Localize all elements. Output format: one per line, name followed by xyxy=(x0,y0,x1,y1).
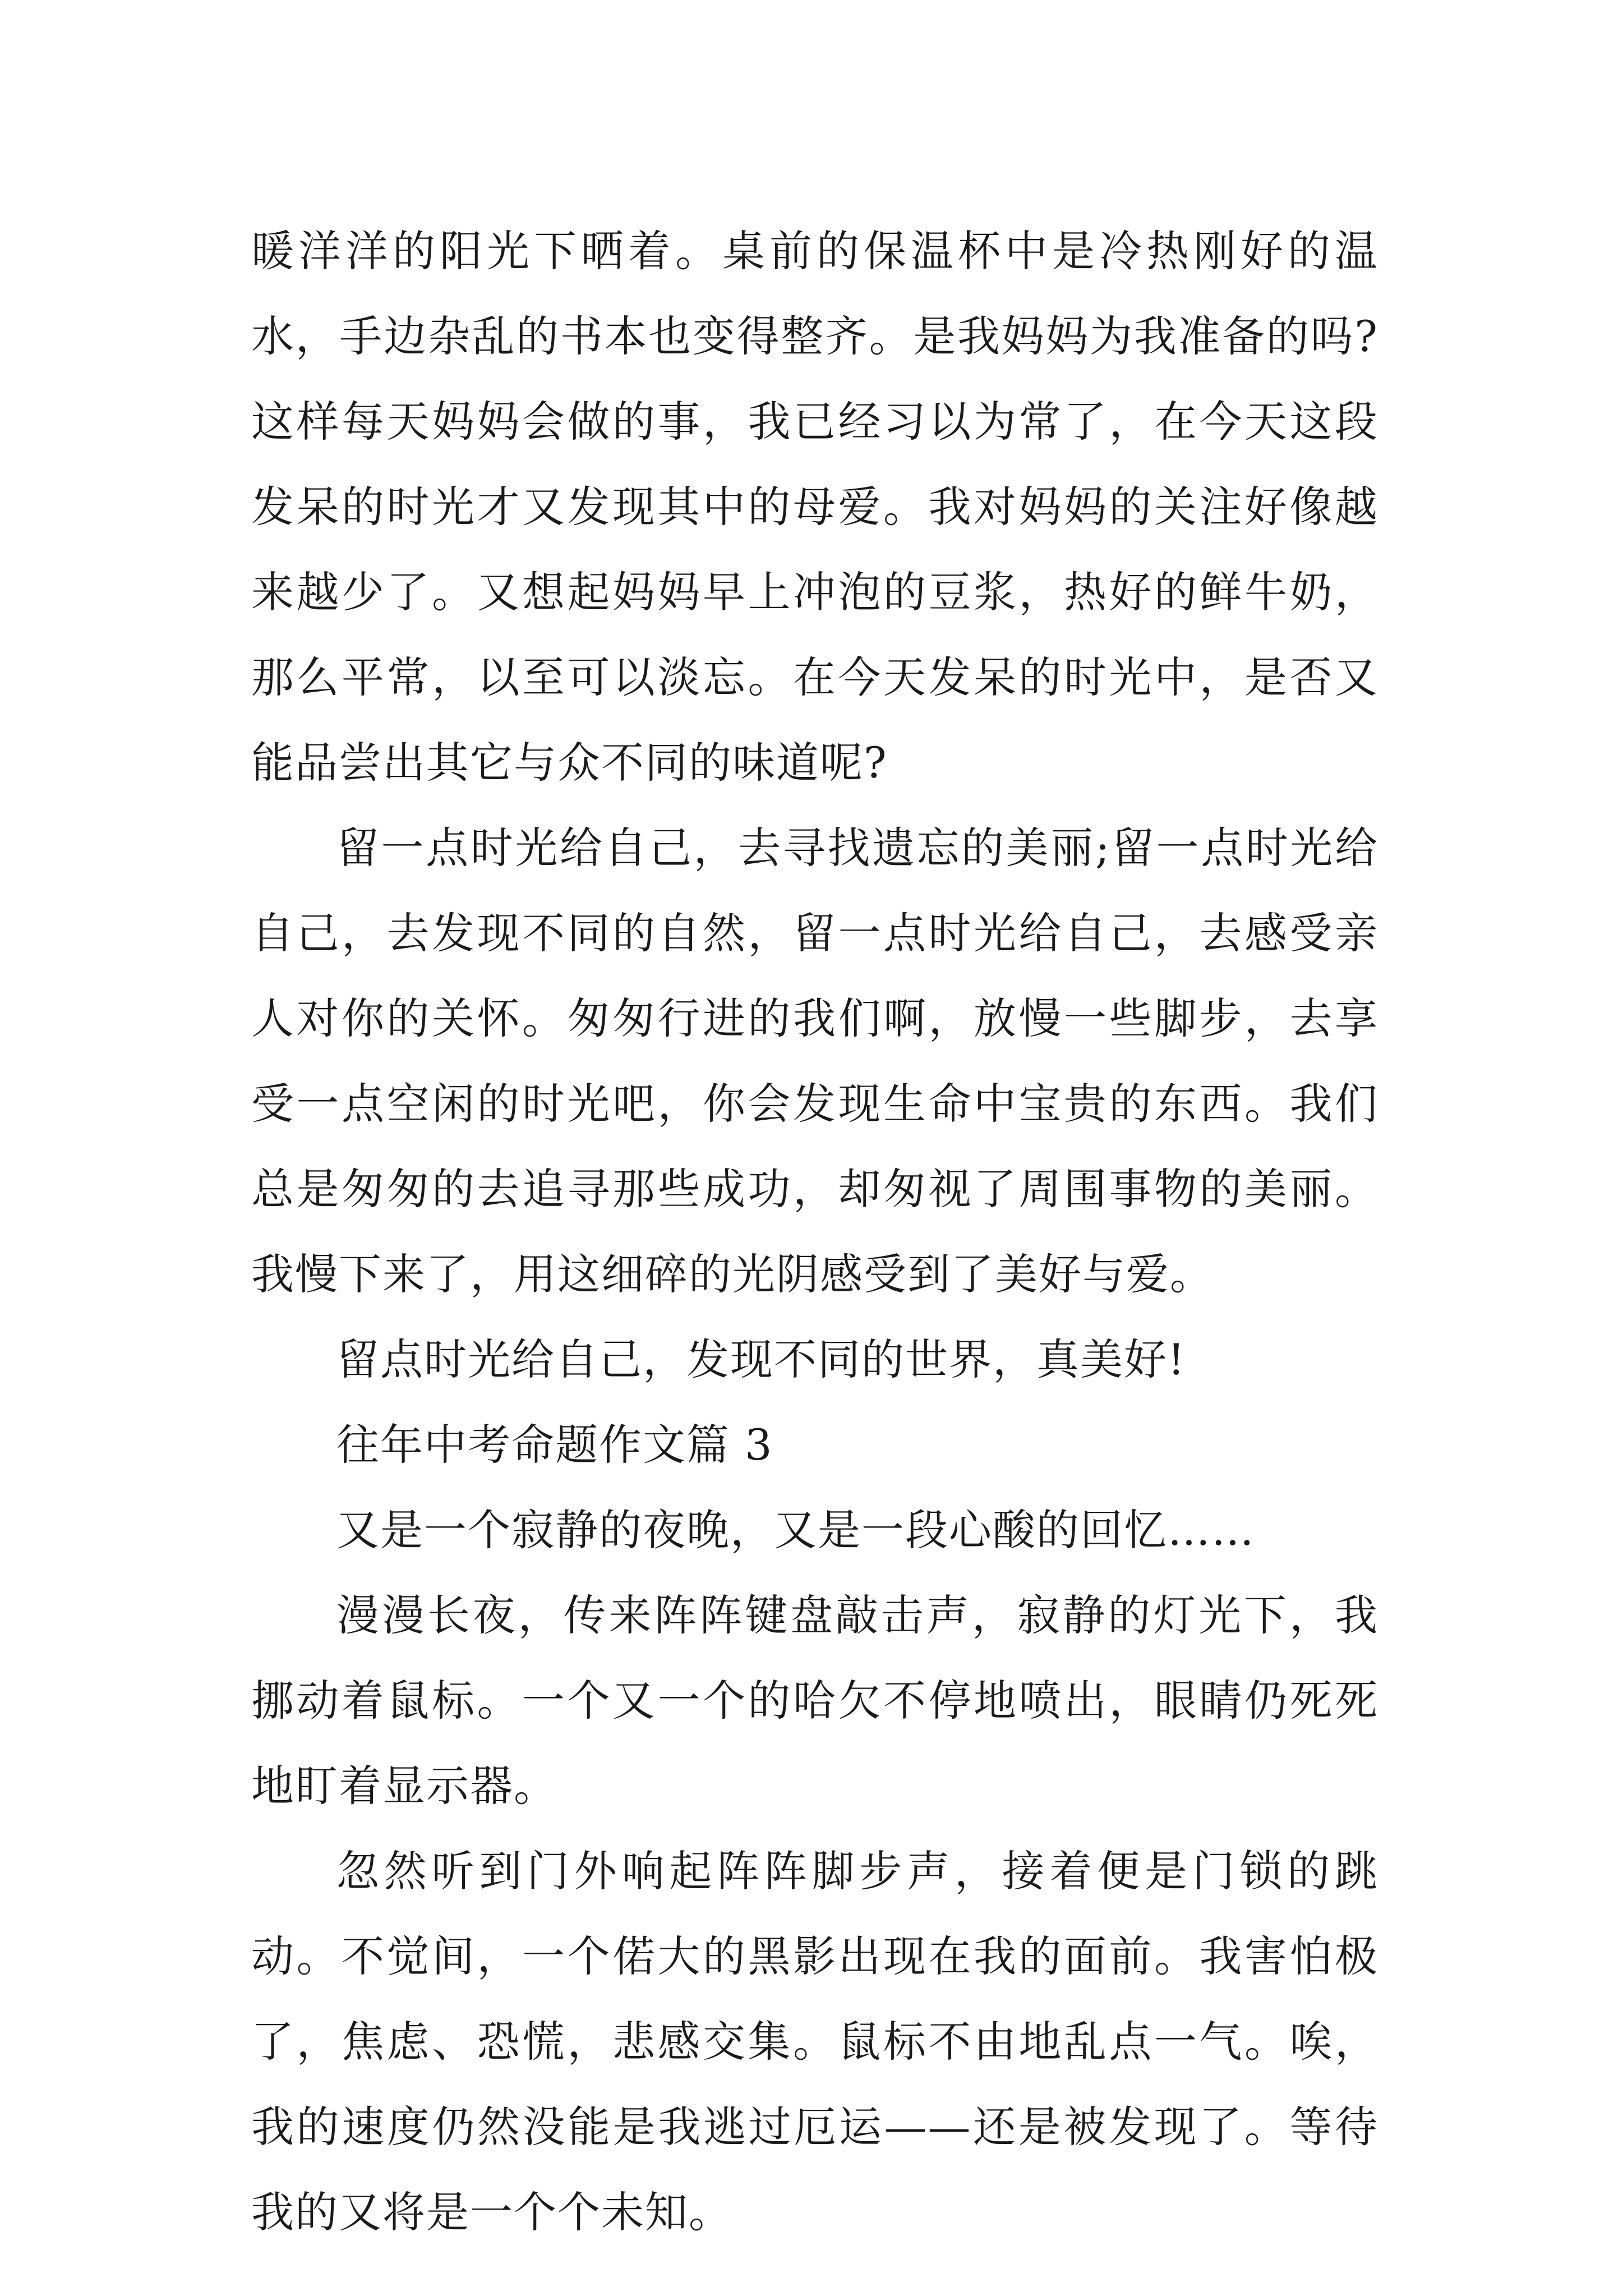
paragraph-1: 暖洋洋的阳光下晒着。桌前的保温杯中是冷热刚好的温水，手边杂乱的书本也变得整齐。是我妈妈为我准备的吗?这样每天妈妈会做的事，我已经习以为常了，在今天这段发呆的时光才又发现其中的母爱。我对妈妈的关注好像越来越少了。又想起妈妈早上冲泡的豆浆，热好的鲜牛奶，那么平常，以至可以淡忘。在今天发呆的时光中，是否又能品尝出其它与众不同的味道呢? xyxy=(251,226,1378,788)
paragraph-3: 留点时光给自己，发现不同的世界，真美好! xyxy=(336,1335,1186,1384)
paragraph-4: 又是一个寂静的夜晚，又是一段心酸的回忆…… xyxy=(336,1505,1255,1555)
paragraph-2: 留一点时光给自己，去寻找遗忘的美丽;留一点时光给自己，去发现不同的自然，留一点时光给自己，去感受亲人对你的关怀。匆匆行进的我们啊，放慢一些脚步，去享受一点空闲的时光吧，你会发现生命中宝贵的东西。我们总是匆匆的去追寻那些成功，却匆视了周围事物的美丽。我慢下来了，用这细碎的光阴感受到了美好与爱。 xyxy=(251,823,1378,1299)
section-heading: 往年中考命题作文篇 3 xyxy=(336,1420,773,1470)
paragraph-6: 忽然听到门外响起阵阵脚步声，接着便是门锁的跳动。不觉间，一个偌大的黑影出现在我的面前。我害怕极了，焦虑、恐慌，悲感交集。鼠标不由地乱点一气。唉，我的速度仍然没能是我逃过厄运——还是被发现了。等待我的又将是一个个未知。 xyxy=(251,1846,1378,2237)
paragraph-5: 漫漫长夜，传来阵阵键盘敲击声，寂静的灯光下，我挪动着鼠标。一个又一个的哈欠不停地喷出，眼睛仍死死地盯着显示器。 xyxy=(251,1590,1378,1811)
document-body xyxy=(251,209,1378,2255)
